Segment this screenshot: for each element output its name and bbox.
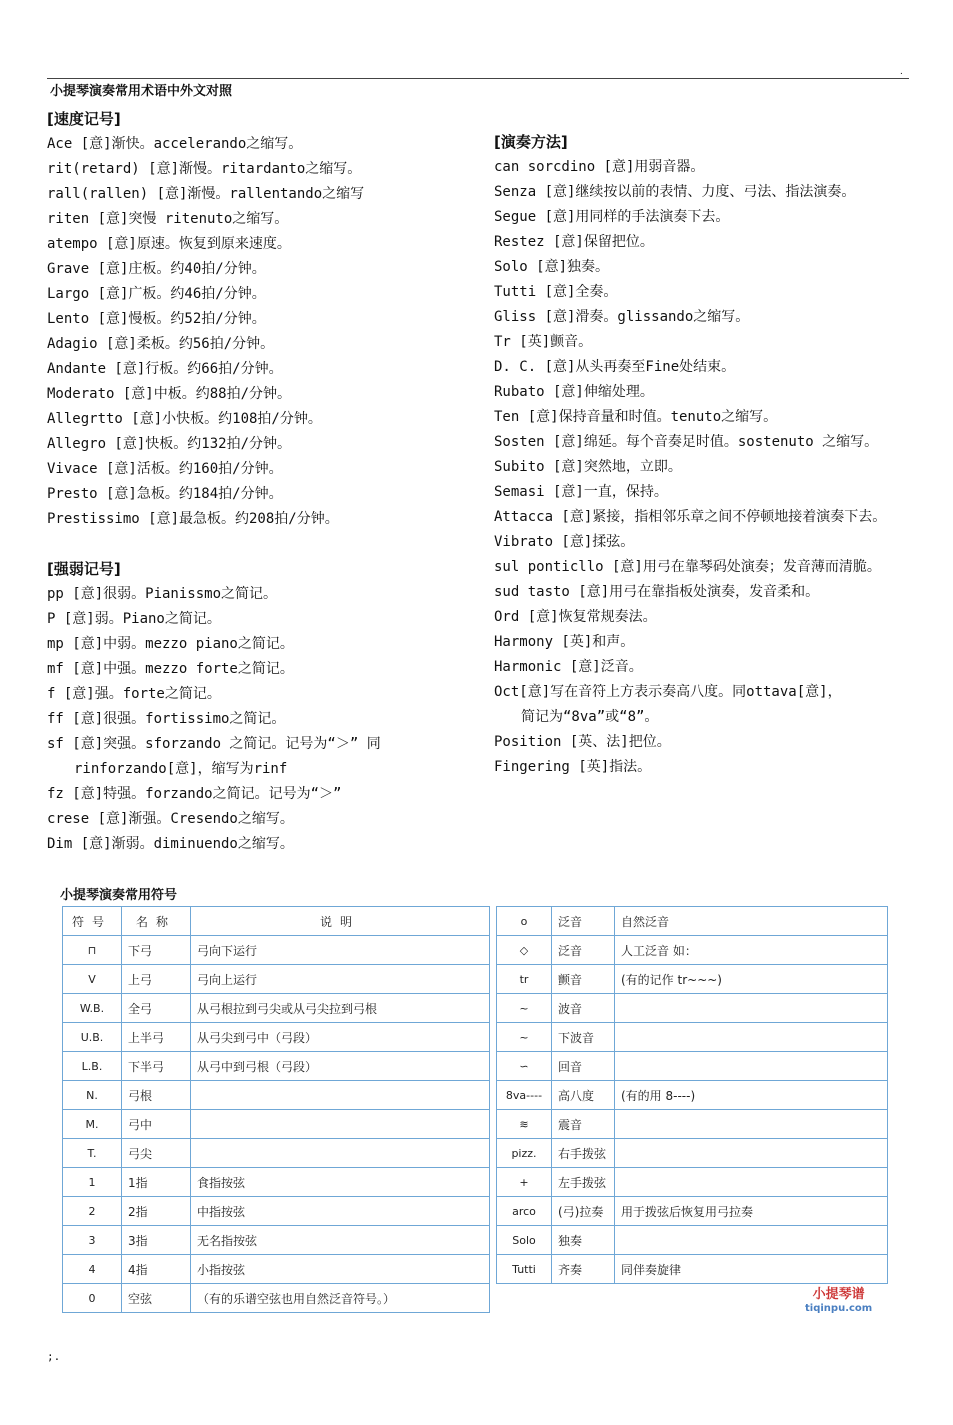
dynamics-term: mp [意]中弱。mezzo piano之简记。: [47, 636, 294, 652]
name-cell: 弓根: [122, 1081, 191, 1110]
description-cell: 从弓根拉到弓尖或从弓尖拉到弓根: [191, 994, 490, 1023]
name-cell: 1指: [122, 1168, 191, 1197]
description-cell: 中指按弦: [191, 1197, 490, 1226]
tempo-term: Lento [意]慢板。约52拍/分钟。: [47, 311, 266, 327]
dynamics-term: rinforzando[意]，缩写为rinf: [74, 761, 288, 777]
symbol-cell: 2: [63, 1197, 122, 1226]
symbol-cell: ∽: [497, 1052, 552, 1081]
technique-term: Restez [意]保留把位。: [494, 234, 654, 250]
name-cell: 下弓: [122, 936, 191, 965]
name-cell: 下半弓: [122, 1052, 191, 1081]
symbol-cell: N.: [63, 1081, 122, 1110]
symbol-cell: ◇: [497, 936, 552, 965]
name-cell: 弓尖: [122, 1139, 191, 1168]
name-cell: 独奏: [552, 1226, 615, 1255]
dynamics-term: mf [意]中强。mezzo forte之简记。: [47, 661, 294, 677]
name-cell: 高八度: [552, 1081, 615, 1110]
name-cell: 泛音: [552, 936, 615, 965]
symbol-cell: Tutti: [497, 1255, 552, 1284]
symbols-table-left: [62, 906, 490, 1313]
technique-term: D. C. [意]从头再奏至Fine处结束。: [494, 359, 736, 375]
description-cell: [615, 1023, 888, 1052]
description-cell: 无名指按弦: [191, 1226, 490, 1255]
tempo-term: Largo [意]广板。约46拍/分钟。: [47, 286, 266, 302]
page-title: 小提琴演奏常用术语中外文对照: [50, 84, 233, 99]
description-cell: 人工泛音 如：: [615, 936, 888, 965]
table-header-cell: 说明: [191, 907, 490, 936]
table-row: [497, 907, 888, 936]
description-cell: （有的乐谱空弦也用自然泛音符号。）: [191, 1284, 490, 1313]
dynamics-term: Dim [意]渐弱。diminuendo之缩写。: [47, 836, 294, 852]
technique-term: Senza [意]继续按以前的表情、力度、弓法、指法演奏。: [494, 184, 856, 200]
tempo-term: rit(retard) [意]渐慢。ritardanto之缩写。: [47, 161, 362, 177]
description-cell: (有的记作 tr~~~): [615, 965, 888, 994]
dynamics-term: ff [意]很强。fortissimo之简记。: [47, 711, 286, 727]
table-row: [497, 1139, 888, 1168]
technique-term: sul ponticllo [意]用弓在靠琴码处演奏；发音薄而清脆。: [494, 559, 881, 575]
dynamics-term: crese [意]渐强。Cresendo之缩写。: [47, 811, 294, 827]
table-row: [63, 1110, 490, 1139]
technique-list: [494, 155, 908, 780]
description-cell: [615, 1110, 888, 1139]
table-row: [63, 1139, 490, 1168]
technique-term: Vibrato [意]揉弦。: [494, 534, 635, 550]
symbol-cell: ~: [497, 994, 552, 1023]
description-cell: 用于拨弦后恢复用弓拉奏: [615, 1197, 888, 1226]
table-row: [63, 1168, 490, 1197]
description-cell: [191, 1081, 490, 1110]
symbols-table-title: 小提琴演奏常用符号: [60, 888, 178, 903]
description-cell: 弓向下运行: [191, 936, 490, 965]
symbol-cell: arco: [497, 1197, 552, 1226]
right-column: [494, 130, 908, 780]
symbol-cell: V: [63, 965, 122, 994]
description-cell: (有的用 8----): [615, 1081, 888, 1110]
symbol-cell: 3: [63, 1226, 122, 1255]
description-cell: 同伴奏旋律: [615, 1255, 888, 1284]
symbol-cell: U.B.: [63, 1023, 122, 1052]
name-cell: 全弓: [122, 994, 191, 1023]
technique-term: 简记为“8va”或“8”。: [521, 709, 659, 725]
technique-term: Oct[意]写在音符上方表示奏高八度。同ottava[意]，: [494, 684, 842, 700]
symbols-table-right: [496, 906, 888, 1284]
symbol-cell: ⊓: [63, 936, 122, 965]
table-row: [497, 1255, 888, 1284]
bottom-mark: ;.: [47, 1350, 61, 1363]
name-cell: 右手拨弦: [552, 1139, 615, 1168]
tempo-term: Moderato [意]中板。约88拍/分钟。: [47, 386, 292, 402]
name-cell: 左手拨弦: [552, 1168, 615, 1197]
tempo-term: Presto [意]急板。约184拍/分钟。: [47, 486, 283, 502]
description-cell: [615, 994, 888, 1023]
technique-term: Attacca [意]紧接，指相邻乐章之间不停顿地接着演奏下去。: [494, 509, 887, 525]
technique-term: can sorcdino [意]用弱音器。: [494, 159, 705, 175]
symbol-cell: o: [497, 907, 552, 936]
technique-term: Ord [意]恢复常规奏法。: [494, 609, 657, 625]
technique-term: Position [英、法]把位。: [494, 734, 671, 750]
name-cell: 4指: [122, 1255, 191, 1284]
symbol-cell: L.B.: [63, 1052, 122, 1081]
watermark-line1: 小提琴谱: [812, 1287, 865, 1302]
table-row: [497, 965, 888, 994]
table-row: [497, 1110, 888, 1139]
name-cell: 弓中: [122, 1110, 191, 1139]
description-cell: 小指按弦: [191, 1255, 490, 1284]
tempo-list: [47, 132, 467, 532]
description-cell: [615, 1139, 888, 1168]
table-header-cell: 名称: [122, 907, 191, 936]
name-cell: 齐奏: [552, 1255, 615, 1284]
table-row: [497, 1081, 888, 1110]
name-cell: 空弦: [122, 1284, 191, 1313]
dynamics-list: [47, 582, 467, 857]
description-cell: 食指按弦: [191, 1168, 490, 1197]
table-row: [497, 1197, 888, 1226]
description-cell: 弓向上运行: [191, 965, 490, 994]
dynamics-term: P [意]弱。Piano之简记。: [47, 611, 221, 627]
symbol-cell: 1: [63, 1168, 122, 1197]
table-row: [497, 994, 888, 1023]
technique-heading: [演奏方法]: [494, 133, 568, 151]
left-column: [47, 107, 467, 857]
dynamics-term: pp [意]很弱。Pianissmo之简记。: [47, 586, 278, 602]
description-cell: [615, 1226, 888, 1255]
table-row: [497, 936, 888, 965]
technique-term: Tr [英]颤音。: [494, 334, 593, 350]
table-row: [63, 1052, 490, 1081]
tempo-term: Allegro [意]快板。约132拍/分钟。: [47, 436, 292, 452]
technique-term: Harmonic [意]泛音。: [494, 659, 643, 675]
table-row: [63, 1284, 490, 1313]
name-cell: 2指: [122, 1197, 191, 1226]
symbol-cell: M.: [63, 1110, 122, 1139]
tempo-term: Prestissimo [意]最急板。约208拍/分钟。: [47, 511, 339, 527]
description-cell: 从弓尖到弓中（弓段）: [191, 1023, 490, 1052]
table-row: [497, 1023, 888, 1052]
dynamics-heading: [强弱记号]: [47, 560, 121, 578]
dynamics-term: f [意]强。forte之简记。: [47, 686, 221, 702]
tempo-term: Adagio [意]柔板。约56拍/分钟。: [47, 336, 275, 352]
symbol-cell: 8va----: [497, 1081, 552, 1110]
technique-term: Tutti [意]全奏。: [494, 284, 618, 300]
table-row: [63, 936, 490, 965]
tempo-term: Vivace [意]活板。约160拍/分钟。: [47, 461, 283, 477]
header-rule: [47, 78, 909, 79]
symbol-cell: T.: [63, 1139, 122, 1168]
symbol-cell: ~: [497, 1023, 552, 1052]
tempo-heading: [速度记号]: [47, 110, 121, 128]
symbol-cell: pizz.: [497, 1139, 552, 1168]
symbol-cell: +: [497, 1168, 552, 1197]
table-row: [497, 1226, 888, 1255]
table-header-cell: 符号: [63, 907, 122, 936]
name-cell: 震音: [552, 1110, 615, 1139]
name-cell: 泛音: [552, 907, 615, 936]
tempo-term: Grave [意]庄板。约40拍/分钟。: [47, 261, 266, 277]
technique-term: Harmony [英]和声。: [494, 634, 635, 650]
table-row: [63, 994, 490, 1023]
name-cell: (弓)拉奏: [552, 1197, 615, 1226]
table-header-row: [63, 907, 490, 936]
table-row: [63, 1197, 490, 1226]
top-mark: .: [900, 66, 903, 77]
symbol-cell: W.B.: [63, 994, 122, 1023]
table-row: [63, 1226, 490, 1255]
tempo-term: Allegrtto [意]小快板。约108拍/分钟。: [47, 411, 322, 427]
tempo-term: Ace [意]渐快。accelerando之缩写。: [47, 136, 303, 152]
technique-term: Solo [意]独奏。: [494, 259, 610, 275]
tempo-term: rall(rallen) [意]渐慢。rallentando之缩写: [47, 186, 365, 202]
name-cell: 3指: [122, 1226, 191, 1255]
tempo-term: atempo [意]原速。恢复到原来速度。: [47, 236, 291, 252]
name-cell: 下波音: [552, 1023, 615, 1052]
name-cell: 波音: [552, 994, 615, 1023]
technique-term: Rubato [意]伸缩处理。: [494, 384, 654, 400]
technique-term: Sosten [意]绵延。每个音奏足时值。sostenuto 之缩写。: [494, 434, 879, 450]
name-cell: 上半弓: [122, 1023, 191, 1052]
symbol-cell: tr: [497, 965, 552, 994]
name-cell: 上弓: [122, 965, 191, 994]
table-row: [497, 1052, 888, 1081]
technique-term: Semasi [意]一直，保持。: [494, 484, 668, 500]
technique-term: sud tasto [意]用弓在靠指板处演奏，发音柔和。: [494, 584, 820, 600]
symbol-cell: ≋: [497, 1110, 552, 1139]
technique-term: Segue [意]用同样的手法演奏下去。: [494, 209, 730, 225]
technique-term: Fingering [英]指法。: [494, 759, 652, 775]
table-row: [63, 1255, 490, 1284]
dynamics-term: sf [意]突强。sforzando 之简记。记号为“＞” 同: [47, 736, 381, 752]
technique-term: Subito [意]突然地，立即。: [494, 459, 682, 475]
name-cell: 回音: [552, 1052, 615, 1081]
description-cell: [191, 1110, 490, 1139]
description-cell: 从弓中到弓根（弓段）: [191, 1052, 490, 1081]
description-cell: [191, 1139, 490, 1168]
symbol-cell: Solo: [497, 1226, 552, 1255]
technique-term: Ten [意]保持音量和时值。tenuto之缩写。: [494, 409, 778, 425]
description-cell: [615, 1052, 888, 1081]
technique-term: Gliss [意]滑奏。glissando之缩写。: [494, 309, 750, 325]
name-cell: 颤音: [552, 965, 615, 994]
table-row: [497, 1168, 888, 1197]
symbol-cell: 4: [63, 1255, 122, 1284]
table-row: [63, 965, 490, 994]
table-row: [63, 1081, 490, 1110]
description-cell: 自然泛音: [615, 907, 888, 936]
watermark-line2: tiqinpu.com: [805, 1303, 873, 1314]
tempo-term: riten [意]突慢 ritenuto之缩写。: [47, 211, 289, 227]
dynamics-term: fz [意]特强。forzando之简记。记号为“＞”: [47, 786, 342, 802]
description-cell: [615, 1168, 888, 1197]
symbol-cell: 0: [63, 1284, 122, 1313]
table-row: [63, 1023, 490, 1052]
watermark-logo: [805, 1288, 872, 1316]
tempo-term: Andante [意]行板。约66拍/分钟。: [47, 361, 283, 377]
